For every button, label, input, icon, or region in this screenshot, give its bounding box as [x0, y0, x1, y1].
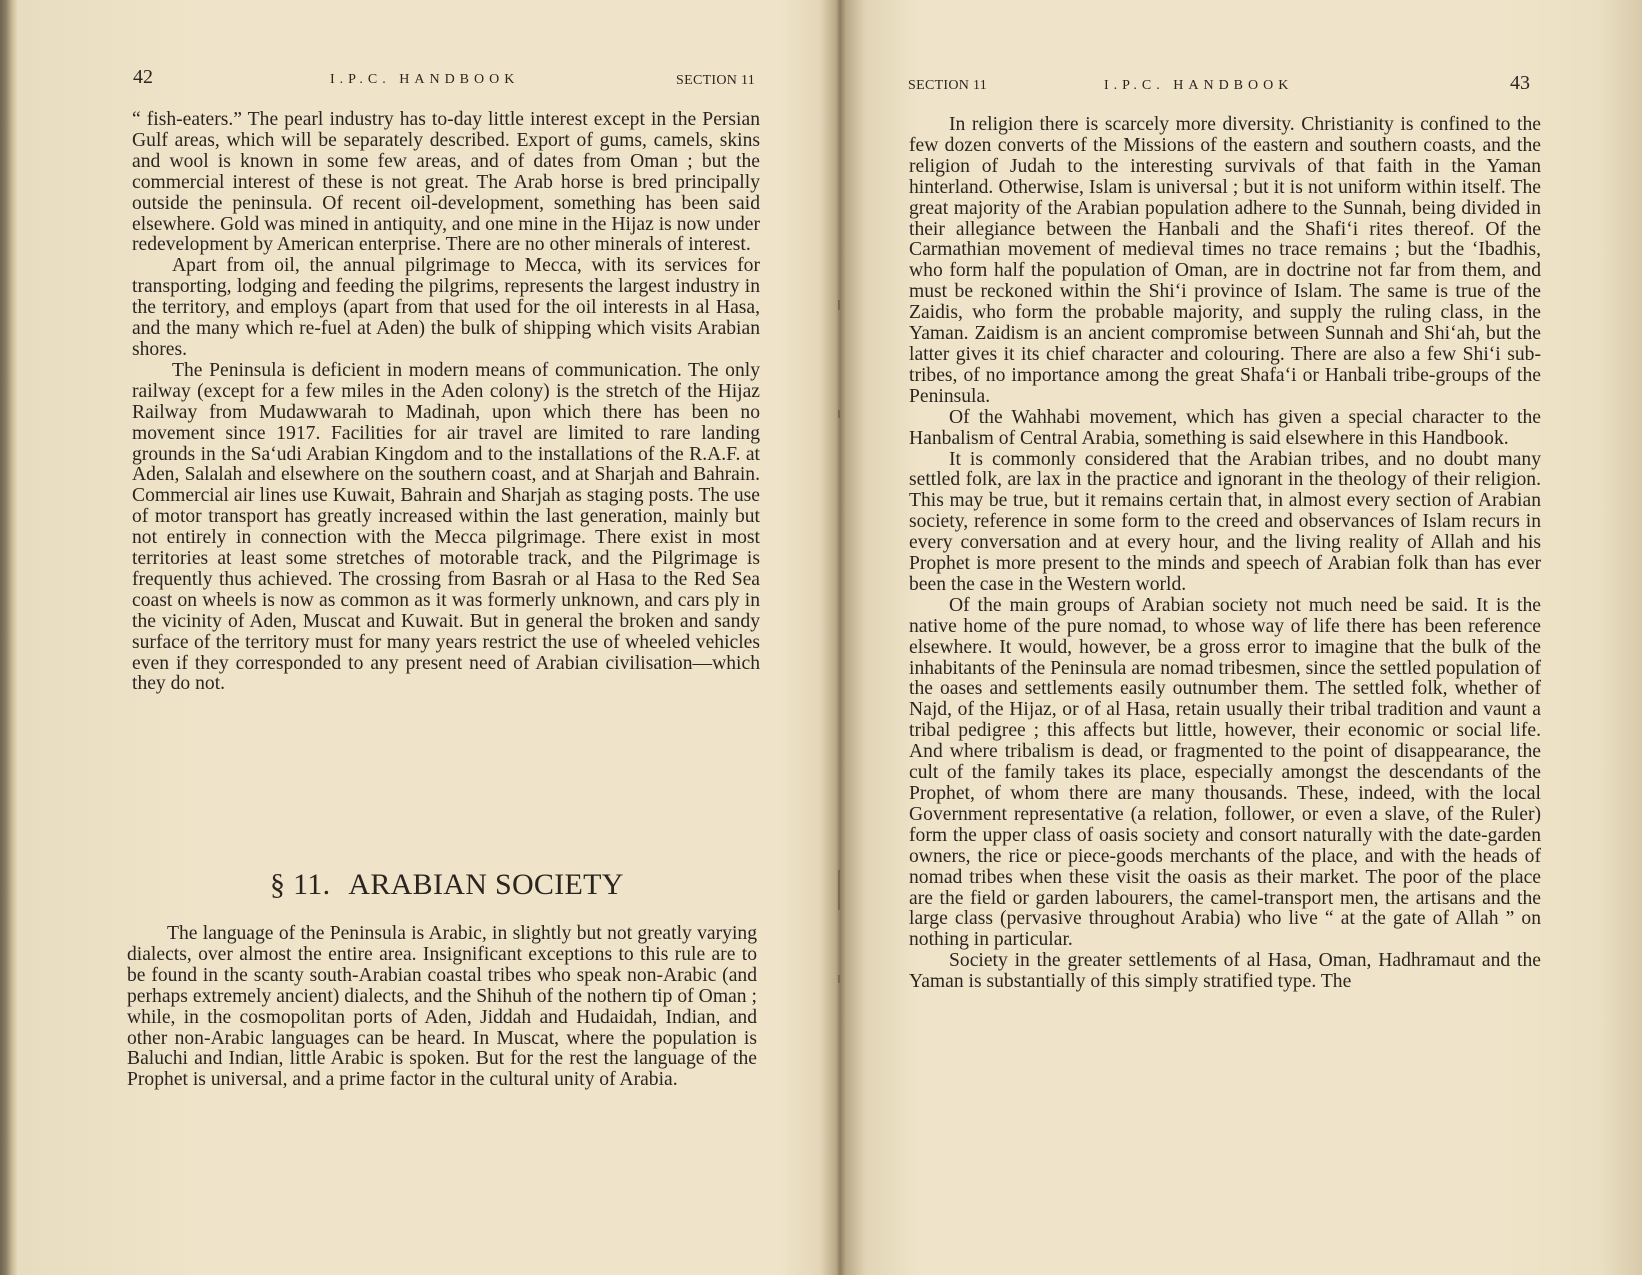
section-label: SECTION 11	[676, 73, 756, 88]
section-heading	[270, 868, 670, 902]
paragraph: Apart from oil, the annual pilgrimage to Mecca, with its services for transporting, lodging and feeding the pilgrims, represents the largest industry in the territory, and employs (apart from that used for the oil interests in al Hasa, and the many which re-fuel at Aden) the bulk of shipping which visits Arabian shores.	[132, 255, 760, 360]
paragraph: It is commonly considered that the Arabian tribes, and no doubt many settled folk, are lax in the practice and ignorant in the theology of their religion. This may be true, but it remains certain that, in almost every section of Arabian society, reference in some form to the creed and observances of Islam recurs in every conversation and at every hour, and the living reality of Allah and his Prophet is more present to the minds and speech of Arabian folk than has ever been the case in the Western world.	[909, 448, 1541, 595]
running-title: I.P.C. HANDBOOK	[330, 72, 520, 87]
paragraph: In religion there is scarcely more diversity. Christianity is confined to the few dozen converts of the Missions of the eastern and southern coasts, and the religion of Judah to the interesting survivals of that faith in the Yaman hinterland. Otherwise, Islam is universal ; but it is not uniform within itself. The great majority of the Arabian population adhere to the Sunnah, being divided in their allegiance between the Hanbali and the Shafi‘i rites thereof. Of the Carmathian movement of medieval times no trace remains ; but the ‘Ibadhis, who form half the population of Oman, are in doctrine not far from them, and must be reckoned within the Shi‘i province of Islam. The same is true of the Zaidis, who form the probable majority, and supply the ruling class, in the Yaman. Zaidism is an ancient compromise between Sunnah and Shi‘ah, but the latter gives it its chief character and colouring. There are also a few Shi‘i sub-tribes, of no importance among the great Shafa‘i or Hanbali tribe-groups of the Peninsula.	[909, 114, 1541, 407]
section-title: ARABIAN SOCIETY	[348, 868, 624, 901]
page-number: 42	[133, 66, 153, 88]
section-text-block	[127, 924, 757, 1091]
paragraph: Of the main groups of Arabian society not much need be said. It is the native home of the pure nomad, to whose way of life there has been reference elsewhere. It would, however, be a gross error to imagine that the bulk of the inhabitants of the Peninsula are nomad tribesmen, since the settled population of the oases and settlements easily outnumber them. The settled folk, whether of Najd, of the Hijaz, or of al Hasa, retain usually their tribal tradition and vaunt a tribal pedigree ; this affects but little, however, their economic or social life. And where tribalism is dead, or fragmented to the point of disappearance, the cult of the family takes its place, especially amongst the descendants of the Prophet, of whom there are many thousands. These, indeed, with the local Government representative (a relation, follower, or even a slave, of the Ruler) form the upper class of oasis society and consort naturally with the date-garden owners, the rice or piece-goods merchants of the place, and with the heads of nomad tribes when these visit the oasis as their market. The poor of the place are the field or garden labourers, the camel-transport men, the artisans and the large class (pervasive throughout Arabia) who live “ at the gate of Allah ” on nothing in particular.	[909, 594, 1541, 951]
binding-thread-mark	[838, 975, 840, 983]
right-page	[842, 0, 1642, 1275]
right-text-block	[909, 115, 1541, 993]
paragraph: “ fish-eaters.” The pearl industry has to-day little interest except in the Persian Gulf areas, which will be separately described. Export of gums, camels, skins and wool is known in some few areas, and of dates from Oman ; but the commercial interest of these is not great. The Arab horse is bred principally outside the peninsula. Of recent oil-development, something has been said elsewhere. Gold was mined in antiquity, and one mine in the Hijaz is now under redevelopment by American enterprise. There are no other minerals of interest.	[132, 109, 760, 256]
binding-thread-mark	[838, 300, 840, 310]
binding-thread-mark	[838, 870, 840, 910]
binding-thread-mark	[838, 410, 840, 418]
paragraph: The Peninsula is deficient in modern means of communication. The only railway (except for a few miles in the Aden colony) is the stretch of the Hijaz Railway from Mudawwarah to Madinah, upon which there has been no movement since 1917. Facilities for air travel are limited to rare landing grounds in the Sa‘udi Arabian Kingdom and to the installations of the R.A.F. at Aden, Salalah and elsewhere on the southern coast, and at Sharjah and Bahrain. Commercial air lines use Kuwait, Bahrain and Sharjah as staging posts. The use of motor transport has greatly increased within the last generation, mainly but not entirely in connection with the Mecca pilgrimage. There exist in most territories at least some stretches of motorable track, and the Pilgrimage is frequently thus achieved. The crossing from Basrah or al Hasa to the Red Sea coast on wheels is now as common as it was formerly unknown, and cars ply in the vicinity of Aden, Muscat and Kuwait. But in general the broken and sandy surface of the territory must for many years restrict the use of wheeled vehicles even if they corresponded to any present need of Arabian civilisation—which they do not.	[132, 359, 760, 695]
paragraph: Society in the greater settlements of al Hasa, Oman, Hadhramaut and the Yaman is substantially of this simply stratified type. The	[909, 950, 1541, 993]
paragraph: Of the Wahhabi movement, which has given a special character to the Hanbalism of Central Arabia, something is said elsewhere in this Handbook.	[909, 406, 1541, 449]
section-label: SECTION 11	[908, 78, 988, 93]
left-text-block	[132, 110, 760, 695]
running-title: I.P.C. HANDBOOK	[1104, 78, 1294, 93]
page-number: 43	[1510, 72, 1530, 94]
paragraph: The language of the Peninsula is Arabic, in slightly but not greatly varying dialects, over almost the entire area. Insignificant exceptions to this rule are to be found in the scanty south-Arabian coastal tribes who speak non-Arabic (and perhaps extremely ancient) dialects, and the Shihuh of the nothern tip of Oman ; while, in the cosmopolitan ports of Aden, Jiddah and Hudaidah, Indian, and other non-Arabic languages can be heard. In Muscat, where the population is Baluchi and Indian, little Arabic is spoken. But for the rest the language of the Prophet is universal, and a prime factor in the cultural unity of Arabia.	[127, 923, 757, 1091]
section-number: § 11.	[270, 868, 331, 901]
